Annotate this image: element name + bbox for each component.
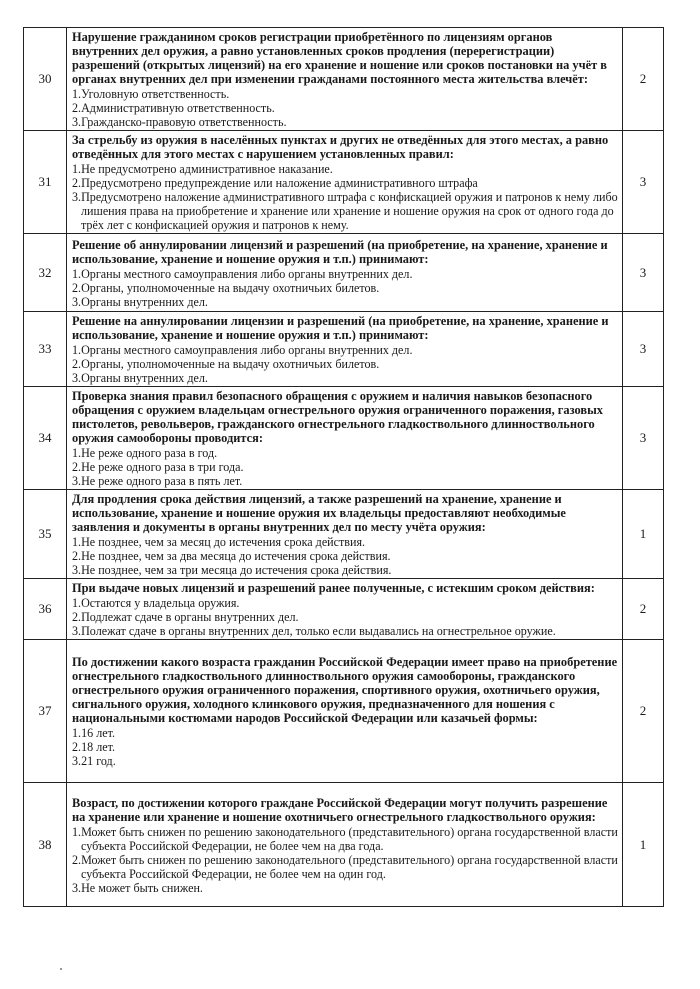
correct-answer: 3 bbox=[623, 131, 664, 234]
question-cell bbox=[67, 387, 623, 490]
answer-option: 2.18 лет. bbox=[72, 740, 115, 754]
answer-option: 1.Органы местного самоуправления либо органы внутренних дел. bbox=[72, 343, 413, 357]
answer-option: 1.Не реже одного раза в год. bbox=[72, 446, 218, 460]
correct-answer: 2 bbox=[623, 28, 664, 131]
question-number: 31 bbox=[24, 131, 67, 234]
correct-answer: 3 bbox=[623, 387, 664, 490]
correct-answer: 1 bbox=[623, 783, 664, 907]
question-cell bbox=[67, 234, 623, 312]
answer-option: 1.Уголовную ответственность. bbox=[72, 87, 230, 101]
answer-option: 2.Административную ответственность. bbox=[72, 101, 275, 115]
question-number: 38 bbox=[24, 783, 67, 907]
question-text: По достижении какого возраста гражданин Российской Федерации имеет право на приобретение огнестрельного гладкоствольного длинноствольного оружия самообороны, гражданского огнестрельного оружия ограниченного поражения, спортивного оружия, охотничьего оружия, сигнального оружия, холодного клинкового оружия, предназначенного для ношения с национальными костюмами народов Российской Федерации или казачьей формы: bbox=[72, 655, 618, 725]
question-text: Возраст, по достижении которого граждане Российской Федерации могут получить разрешение на хранение или хранение и ношение охотничьего огнестрельного гладкоствольного оружия: bbox=[72, 795, 608, 824]
answer-option: 2.Органы, уполномоченные на выдачу охотничьих билетов. bbox=[72, 280, 380, 295]
question-table bbox=[23, 27, 664, 907]
question-row bbox=[24, 234, 664, 312]
answer-option: 3.Не может быть снижен. bbox=[72, 880, 203, 895]
question-row bbox=[24, 783, 664, 907]
answer-option: 2.Подлежат сдаче в органы внутренних дел. bbox=[72, 610, 299, 624]
answer-option: 3.Органы внутренних дел. bbox=[72, 371, 208, 385]
question-text: Для продления срока действия лицензий, а также разрешений на хранение, хранение и использование, хранение и ношение оружия их владельцы предоставляют необходимые заявления и документы в органы внутренних дел по месту учёта оружия: bbox=[72, 492, 566, 534]
question-number: 30 bbox=[24, 28, 67, 131]
question-cell bbox=[67, 28, 623, 131]
correct-answer: 3 bbox=[623, 312, 664, 387]
question-number: 36 bbox=[24, 579, 67, 640]
answer-option: 1.Может быть снижен по решению законодательного (представительного) органа государственной власти субъекта Российской Федерации, не более чем на два года. bbox=[72, 824, 618, 853]
answer-option: 1.Органы местного самоуправления либо органы внутренних дел. bbox=[72, 266, 413, 281]
question-cell bbox=[67, 579, 623, 640]
question-number: 33 bbox=[24, 312, 67, 387]
answer-option: 3.Не реже одного раза в пять лет. bbox=[72, 474, 243, 488]
correct-answer: 1 bbox=[623, 490, 664, 579]
answer-option: 2.Может быть снижен по решению законодательного (представительного) органа государственной власти субъекта Российской Федерации, не более чем на один год. bbox=[72, 852, 618, 881]
question-cell bbox=[67, 783, 623, 907]
answer-option: 2.Органы, уполномоченные на выдачу охотничьих билетов. bbox=[72, 357, 380, 371]
answer-option: 3.Не позднее, чем за три месяца до истечения срока действия. bbox=[72, 563, 392, 577]
question-cell bbox=[67, 131, 623, 234]
question-text: При выдаче новых лицензий и разрешений ранее полученные, с истекшим сроком действия: bbox=[72, 581, 595, 595]
answer-option: 1.Не позднее, чем за месяц до истечения срока действия. bbox=[72, 535, 366, 549]
question-number: 37 bbox=[24, 640, 67, 783]
answer-option: 3.Полежат сдаче в органы внутренних дел, только если выдавались на огнестрельное оружие. bbox=[72, 624, 556, 638]
correct-answer: 2 bbox=[623, 579, 664, 640]
answer-option: 2.Не позднее, чем за два месяца до истечения срока действия. bbox=[72, 549, 391, 563]
answer-option: 1.Остаются у владельца оружия. bbox=[72, 596, 240, 610]
question-number: 32 bbox=[24, 234, 67, 312]
answer-option: 3.Предусмотрено наложение административного штрафа с конфискацией оружия и патронов к нему либо лишения права на приобретение и хранение или хранение и ношение оружия на срок от одного года до трёх лет с конфискацией оружия и патронов к нему. bbox=[72, 190, 618, 232]
correct-answer: 2 bbox=[623, 640, 664, 783]
question-text: Нарушение гражданином сроков регистрации приобретённого по лицензиям органов внутренних дел оружия, а равно установленных сроков продления (перерегистрации) разрешений (открытых лицензий) на его хранение и ношение или сроков постановки на учёт в органах внутренних дел при изменении гражданами постоянного места жительства влечёт: bbox=[72, 30, 607, 86]
question-row bbox=[24, 579, 664, 640]
question-number: 35 bbox=[24, 490, 67, 579]
question-cell bbox=[67, 640, 623, 783]
question-row bbox=[24, 131, 664, 234]
scan-speck bbox=[60, 968, 62, 970]
question-cell bbox=[67, 490, 623, 579]
question-row bbox=[24, 640, 664, 783]
question-text: Решение об аннулировании лицензий и разрешений (на приобретение, на хранение, хранение и использование, хранение и ношение оружия и т.п.) принимают: bbox=[72, 237, 608, 266]
answer-option: 2.Не реже одного раза в три года. bbox=[72, 460, 244, 474]
question-row bbox=[24, 312, 664, 387]
question-text: Проверка знания правил безопасного обращения с оружием и наличия навыков безопасного обращения с оружием владельцам огнестрельного оружия ограниченного поражения, газовых пистолетов, револьверов, гражданского огнестрельного гладкоствольного длинноствольного оружия самообороны проводится: bbox=[72, 389, 603, 445]
question-row bbox=[24, 387, 664, 490]
question-text: За стрельбу из оружия в населённых пунктах и других не отведённых для этого местах, а равно отведённых для этого местах с нарушением установленных правил: bbox=[72, 133, 609, 161]
answer-option: 3.21 год. bbox=[72, 754, 116, 768]
question-text: Решение на аннулировании лицензии и разрешений (на приобретение, на хранение, хранение и использование, хранение и ношение оружия и т.п.) принимают: bbox=[72, 314, 609, 342]
answer-option: 2.Предусмотрено предупреждение или наложение административного штрафа bbox=[72, 176, 478, 190]
correct-answer: 3 bbox=[623, 234, 664, 312]
question-row bbox=[24, 490, 664, 579]
question-row bbox=[24, 28, 664, 131]
answer-option: 3.Гражданско-правовую ответственность. bbox=[72, 115, 287, 129]
question-number: 34 bbox=[24, 387, 67, 490]
answer-option: 1.Не предусмотрено административное наказание. bbox=[72, 162, 333, 176]
answer-option: 1.16 лет. bbox=[72, 726, 115, 740]
question-cell bbox=[67, 312, 623, 387]
answer-option: 3.Органы внутренних дел. bbox=[72, 294, 208, 309]
